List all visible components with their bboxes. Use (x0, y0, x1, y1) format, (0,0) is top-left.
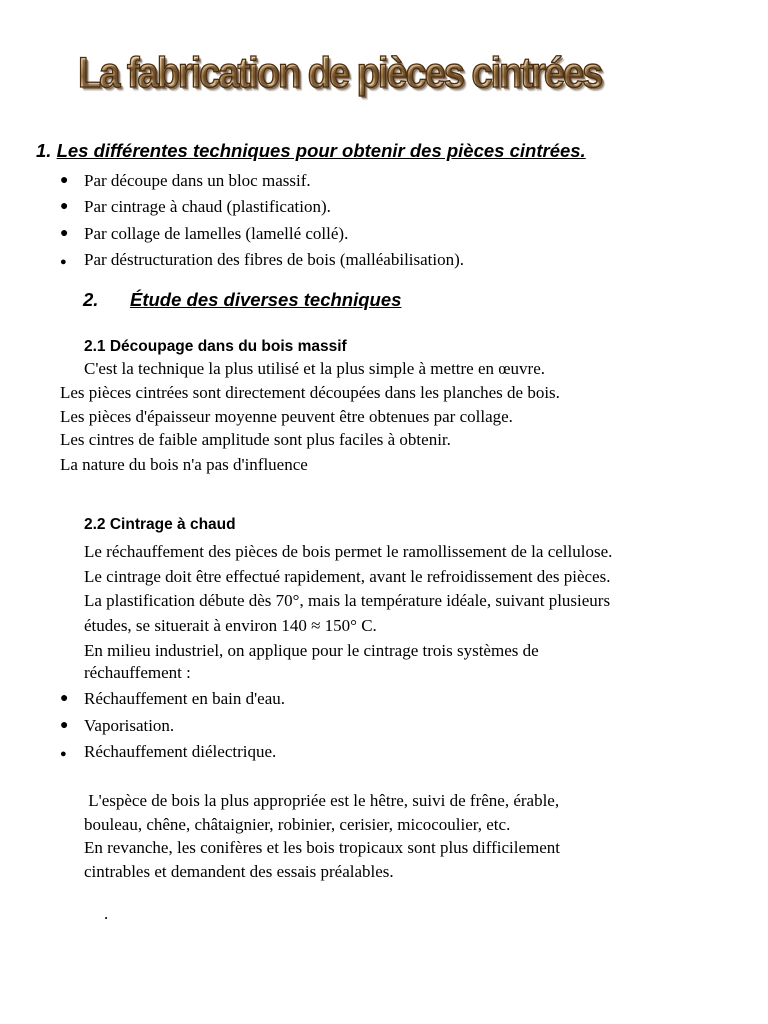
paragraph-line: Le réchauffement des pièces de bois permet le ramollissement de la cellulose. (84, 542, 613, 561)
bullet-icon: ● (60, 226, 69, 241)
list-item (60, 715, 175, 737)
bullet-icon: ● (60, 173, 69, 188)
section-2-heading (83, 289, 401, 311)
paragraph-line: études, se situerait à environ 140 ≈ 150° C. (84, 616, 377, 635)
section-2-heading-text: Étude des diverses techniques (130, 289, 402, 310)
list-item (60, 249, 465, 271)
bullet-icon: ● (60, 748, 67, 760)
list-item-text: Vaporisation. (84, 716, 175, 735)
paragraph-line: Les pièces d'épaisseur moyenne peuvent être obtenues par collage. (60, 407, 513, 426)
subsection-2-1-heading: 2.1 Découpage dans du bois massif (84, 338, 347, 355)
bullet-icon: ● (60, 256, 67, 268)
list-item-text: Par découpe dans un bloc massif. (84, 171, 311, 190)
list-item (60, 170, 311, 192)
paragraph-line: cintrables et demandent des essais préalables. (84, 862, 394, 881)
section-2-number: 2. (83, 289, 99, 310)
paragraph-line: Les cintres de faible amplitude sont plus faciles à obtenir. (60, 430, 451, 449)
list-item (60, 223, 349, 245)
paragraph-line: réchauffement : (84, 663, 191, 682)
list-item (60, 741, 277, 763)
list-item (60, 196, 331, 218)
list-item (60, 688, 285, 710)
paragraph-line: L'espèce de bois la plus appropriée est le hêtre, suivi de frêne, érable, (84, 791, 560, 810)
list-item-text: Par cintrage à chaud (plastification). (84, 197, 331, 216)
list-item-text: Réchauffement en bain d'eau. (84, 689, 285, 708)
list-item-text: Réchauffement diélectrique. (84, 742, 277, 761)
paragraph-line: Le cintrage doit être effectué rapidement, avant le refroidissement des pièces. (84, 567, 611, 586)
subsection-2-2-heading: 2.2 Cintrage à chaud (84, 516, 236, 533)
paragraph-line: Les pièces cintrées sont directement découpées dans les planches de bois. (60, 383, 560, 402)
bullet-icon: ● (60, 718, 69, 733)
list-item-text: Par déstructuration des fibres de bois (malléabilisation). (84, 250, 465, 269)
list-item-text: Par collage de lamelles (lamellé collé). (84, 224, 349, 243)
paragraph-line: La nature du bois n'a pas d'influence (60, 455, 308, 474)
bullet-icon: ● (60, 199, 69, 214)
paragraph-line: La plastification débute dès 70°, mais la température idéale, suivant plusieurs (84, 591, 611, 610)
paragraph-line: bouleau, chêne, châtaignier, robinier, cerisier, micocoulier, etc. (84, 815, 511, 834)
paragraph-line: C'est la technique la plus utilisé et la plus simple à mettre en œuvre. (84, 359, 546, 378)
section-1-heading (36, 140, 586, 162)
trailing-dot: . (104, 904, 109, 923)
bullet-icon: ● (60, 691, 69, 706)
paragraph-line: En milieu industriel, on applique pour le cintrage trois systèmes de (84, 641, 539, 660)
section-1-heading-text: Les différentes techniques pour obtenir des pièces cintrées. (56, 140, 586, 161)
section-1-number: 1. (36, 140, 52, 161)
document-title: La fabrication de pièces cintrées (78, 50, 602, 98)
paragraph-line: En revanche, les conifères et les bois tropicaux sont plus difficilement (84, 838, 561, 857)
